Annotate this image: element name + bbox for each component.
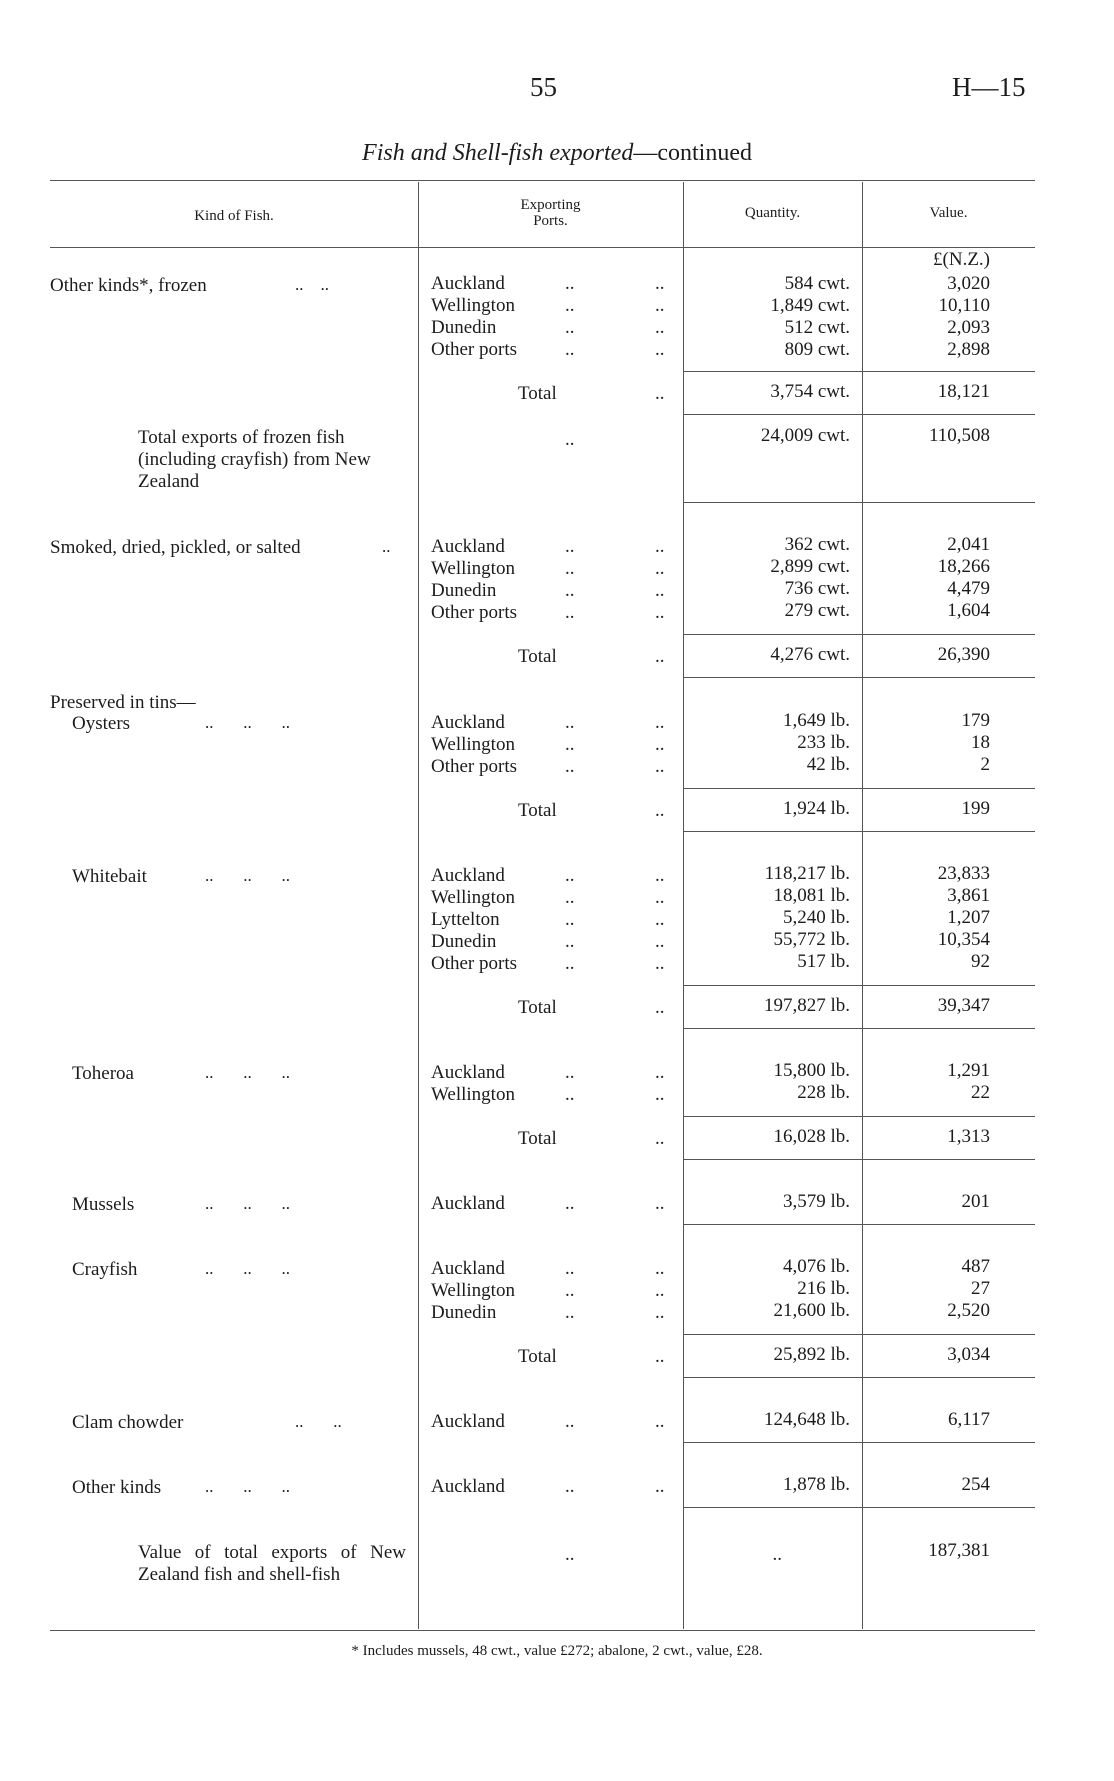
kind-dots: .. .. .. xyxy=(205,713,290,732)
subtotal-rule xyxy=(683,371,1035,372)
column-divider-2 xyxy=(683,182,684,1629)
total-rule xyxy=(683,414,1035,415)
value: 201 xyxy=(961,1191,990,1212)
kind-clam-chowder: Clam chowder xyxy=(72,1412,184,1433)
header-value: Value. xyxy=(929,205,968,221)
port-list xyxy=(431,1258,515,1324)
quantity-list xyxy=(686,1256,850,1322)
value-list xyxy=(870,1256,990,1322)
value-list xyxy=(870,863,990,973)
subtotal-rule xyxy=(683,985,1035,986)
table-title xyxy=(0,140,1114,167)
port-dots: .. .. .. xyxy=(655,712,665,777)
value: 3,020 xyxy=(947,273,990,294)
header-quantity: Quantity. xyxy=(744,205,801,221)
total-value: 1,313 xyxy=(947,1126,990,1147)
kind-grand-total: Value of total exports of New Zealand fish and shell-fish xyxy=(138,1542,406,1585)
quantity: 233 lb. xyxy=(797,732,850,753)
value: 2,041 xyxy=(947,534,990,555)
port-dots: .. .. .. .. xyxy=(655,536,665,623)
port: Other ports xyxy=(431,339,518,360)
total-quantity: 25,892 lb. xyxy=(773,1344,850,1365)
port-dots: .. xyxy=(565,1193,575,1214)
frozen-total-dots: .. xyxy=(565,429,575,450)
quantity-list xyxy=(686,863,850,973)
quantity: 1,849 cwt. xyxy=(770,295,850,316)
quantity: 15,800 lb. xyxy=(773,1060,850,1081)
value: 18 xyxy=(971,732,990,753)
port-dots: .. .. .. .. xyxy=(565,273,575,360)
port: Other ports xyxy=(431,953,518,974)
quantity: 228 lb. xyxy=(797,1082,850,1103)
page-number: 55 xyxy=(530,72,557,102)
value: 2,898 xyxy=(947,339,990,360)
quantity: 1,878 lb. xyxy=(782,1474,850,1495)
total-rule xyxy=(683,677,1035,678)
value-list xyxy=(870,534,990,622)
kind-whitebait: Whitebait xyxy=(72,866,147,887)
quantity: 18,081 lb. xyxy=(773,885,850,906)
total-label: Total xyxy=(518,800,557,821)
total-value: 18,121 xyxy=(937,381,990,402)
port: Lyttelton xyxy=(431,909,500,930)
kind-dots: .. .. .. xyxy=(205,866,290,885)
port-dots: .. xyxy=(565,1476,575,1497)
total-dots: .. xyxy=(655,997,665,1018)
quantity: 55,772 lb. xyxy=(773,929,850,950)
total-quantity: 197,827 lb. xyxy=(763,995,850,1016)
value: 92 xyxy=(971,951,990,972)
column-divider-3 xyxy=(862,182,863,1629)
port: Wellington xyxy=(431,1280,515,1301)
footnote: * Includes mussels, 48 cwt., value £272; abalone, 2 cwt., value, £28. xyxy=(351,1643,763,1659)
quantity: 584 cwt. xyxy=(784,273,850,294)
quantity: 4,076 lb. xyxy=(782,1256,850,1277)
kind-oysters: Oysters xyxy=(72,713,131,734)
port: Auckland xyxy=(431,865,505,886)
port-list xyxy=(431,273,517,361)
total-label: Total xyxy=(518,383,557,404)
section-rule xyxy=(683,1507,1035,1508)
quantity-list xyxy=(686,710,850,776)
port-list xyxy=(431,536,517,624)
port: Auckland xyxy=(431,273,505,294)
port-list xyxy=(431,865,517,975)
port: Wellington xyxy=(431,887,515,908)
table-title-suffix: —continued xyxy=(633,140,752,166)
grand-total-value: 187,381 xyxy=(928,1540,990,1561)
total-value: 26,390 xyxy=(937,644,990,665)
value-list xyxy=(870,1060,990,1104)
value: 2,520 xyxy=(947,1300,990,1321)
value: 23,833 xyxy=(937,863,990,884)
kind-dots: .. .. xyxy=(295,1412,342,1431)
total-label: Total xyxy=(518,1346,557,1367)
kind-dots: .. .. .. xyxy=(205,1259,290,1278)
port-dots: .. .. .. xyxy=(655,1258,665,1323)
port-dots: .. .. .. .. xyxy=(565,536,575,623)
value: 1,604 xyxy=(947,600,990,621)
subtotal-rule xyxy=(683,634,1035,635)
port: Auckland xyxy=(431,1411,505,1432)
kind-other-kinds: Other kinds xyxy=(72,1477,162,1498)
tins-heading: Preserved in tins— xyxy=(50,692,196,713)
header-ports-line1: Exporting xyxy=(520,197,581,213)
value: 10,354 xyxy=(937,929,990,950)
total-value: 39,347 xyxy=(937,995,990,1016)
total-value: 3,034 xyxy=(947,1344,990,1365)
port: Dunedin xyxy=(431,580,497,601)
total-rule xyxy=(683,1159,1035,1160)
total-quantity: 3,754 cwt. xyxy=(770,381,850,402)
value: 6,117 xyxy=(947,1409,990,1430)
kind-smoked: Smoked, dried, pickled, or salted xyxy=(50,537,301,558)
quantity: 3,579 lb. xyxy=(782,1191,850,1212)
section-rule xyxy=(683,1224,1035,1225)
port-dots: .. .. xyxy=(565,1062,575,1105)
total-dots: .. xyxy=(655,1128,665,1149)
value: 487 xyxy=(961,1256,990,1277)
value: 1,207 xyxy=(947,907,990,928)
total-quantity: 1,924 lb. xyxy=(782,798,850,819)
quantity: 512 cwt. xyxy=(784,317,850,338)
port: Auckland xyxy=(431,712,505,733)
quantity: 736 cwt. xyxy=(784,578,850,599)
kind-other-frozen: Other kinds*, frozen xyxy=(50,275,207,296)
port: Wellington xyxy=(431,1084,515,1105)
value: 18,266 xyxy=(937,556,990,577)
port: Dunedin xyxy=(431,931,497,952)
port: Other ports xyxy=(431,602,518,623)
port: Dunedin xyxy=(431,317,497,338)
port-list xyxy=(431,712,517,778)
port-dots: .. xyxy=(655,1411,665,1432)
total-dots: .. xyxy=(655,383,665,404)
value: 10,110 xyxy=(938,295,990,316)
value: 254 xyxy=(961,1474,990,1495)
table-title-italic: Fish and Shell-fish exported xyxy=(362,140,634,166)
value: 2 xyxy=(980,754,990,775)
quantity-list xyxy=(686,1060,850,1104)
section-rule xyxy=(683,502,1035,503)
value-list xyxy=(870,710,990,776)
port: Auckland xyxy=(431,1258,505,1279)
total-rule xyxy=(683,1028,1035,1029)
port: Other ports xyxy=(431,756,518,777)
column-divider-1 xyxy=(418,182,419,1629)
value-list xyxy=(870,273,990,361)
port: Auckland xyxy=(431,536,505,557)
total-dots: .. xyxy=(655,1346,665,1367)
port-dots: .. .. .. .. .. xyxy=(565,865,575,974)
section-rule xyxy=(683,1442,1035,1443)
total-label: Total xyxy=(518,1128,557,1149)
header-kind: Kind of Fish. xyxy=(194,208,274,224)
grand-total-quantity: .. xyxy=(772,1544,782,1565)
value: 2,093 xyxy=(947,317,990,338)
port: Wellington xyxy=(431,295,515,316)
value: 3,861 xyxy=(947,885,990,906)
quantity: 362 cwt. xyxy=(784,534,850,555)
port: Auckland xyxy=(431,1476,505,1497)
kind-dots: .. .. .. xyxy=(205,1194,290,1213)
port: Auckland xyxy=(431,1062,505,1083)
total-value: 199 xyxy=(961,798,990,819)
quantity: 5,240 lb. xyxy=(782,907,850,928)
quantity: 21,600 lb. xyxy=(773,1300,850,1321)
document-reference: H—15 xyxy=(952,72,1026,102)
quantity: 118,217 lb. xyxy=(764,863,850,884)
value: 179 xyxy=(961,710,990,731)
port: Dunedin xyxy=(431,1302,497,1323)
total-rule xyxy=(683,831,1035,832)
quantity: 517 lb. xyxy=(797,951,850,972)
port-dots: .. xyxy=(655,1476,665,1497)
kind-toheroa: Toheroa xyxy=(72,1063,134,1084)
quantity: 2,899 cwt. xyxy=(770,556,850,577)
header-ports-line2: Ports. xyxy=(533,213,568,229)
value: 1,291 xyxy=(947,1060,990,1081)
port-dots: .. .. .. .. xyxy=(655,273,665,360)
total-dots: .. xyxy=(655,646,665,667)
quantity: 42 lb. xyxy=(806,754,850,775)
port-dots: .. xyxy=(565,1411,575,1432)
kind-mussels: Mussels xyxy=(72,1194,135,1215)
total-rule xyxy=(683,1377,1035,1378)
total-dots: .. xyxy=(655,800,665,821)
quantity-list xyxy=(686,534,850,622)
port: Wellington xyxy=(431,734,515,755)
quantity-list xyxy=(686,273,850,361)
port: Wellington xyxy=(431,558,515,579)
frozen-total-quantity: 24,009 cwt. xyxy=(760,425,850,446)
total-quantity: 16,028 lb. xyxy=(773,1126,850,1147)
quantity: 216 lb. xyxy=(797,1278,850,1299)
quantity: 124,648 lb. xyxy=(763,1409,850,1430)
total-label: Total xyxy=(518,646,557,667)
subtotal-rule xyxy=(683,1334,1035,1335)
table-bottom-rule xyxy=(50,1630,1035,1631)
header-bottom-rule xyxy=(50,247,1035,248)
subtotal-rule xyxy=(683,1116,1035,1117)
kind-dots: .. .. .. xyxy=(205,1063,290,1082)
port-dots: .. .. .. xyxy=(565,1258,575,1323)
port: Auckland xyxy=(431,1193,505,1214)
total-quantity: 4,276 cwt. xyxy=(770,644,850,665)
quantity: 1,649 lb. xyxy=(782,710,850,731)
kind-dots: .. xyxy=(382,537,391,556)
kind-dots: .. .. xyxy=(295,275,329,294)
frozen-total-value: 110,508 xyxy=(928,425,990,446)
kind-dots: .. .. .. xyxy=(205,1477,290,1496)
value: 4,479 xyxy=(947,578,990,599)
subtotal-rule xyxy=(683,788,1035,789)
quantity: 809 cwt. xyxy=(784,339,850,360)
kind-crayfish: Crayfish xyxy=(72,1259,138,1280)
table-top-rule xyxy=(50,180,1035,181)
quantity: 279 cwt. xyxy=(784,600,850,621)
kind-frozen-total: Total exports of frozen fish (including crayfish) from New Zealand xyxy=(138,427,371,492)
port-list xyxy=(431,1062,515,1106)
total-label: Total xyxy=(518,997,557,1018)
port-dots: .. .. .. xyxy=(565,712,575,777)
value: 22 xyxy=(971,1082,990,1103)
port-dots: .. xyxy=(655,1193,665,1214)
currency-label: £(N.Z.) xyxy=(933,249,990,270)
port-dots: .. .. .. .. .. xyxy=(655,865,665,974)
grand-total-dots: .. xyxy=(565,1544,575,1565)
header-ports xyxy=(418,197,683,229)
port-dots: .. .. xyxy=(655,1062,665,1105)
value: 27 xyxy=(971,1278,990,1299)
